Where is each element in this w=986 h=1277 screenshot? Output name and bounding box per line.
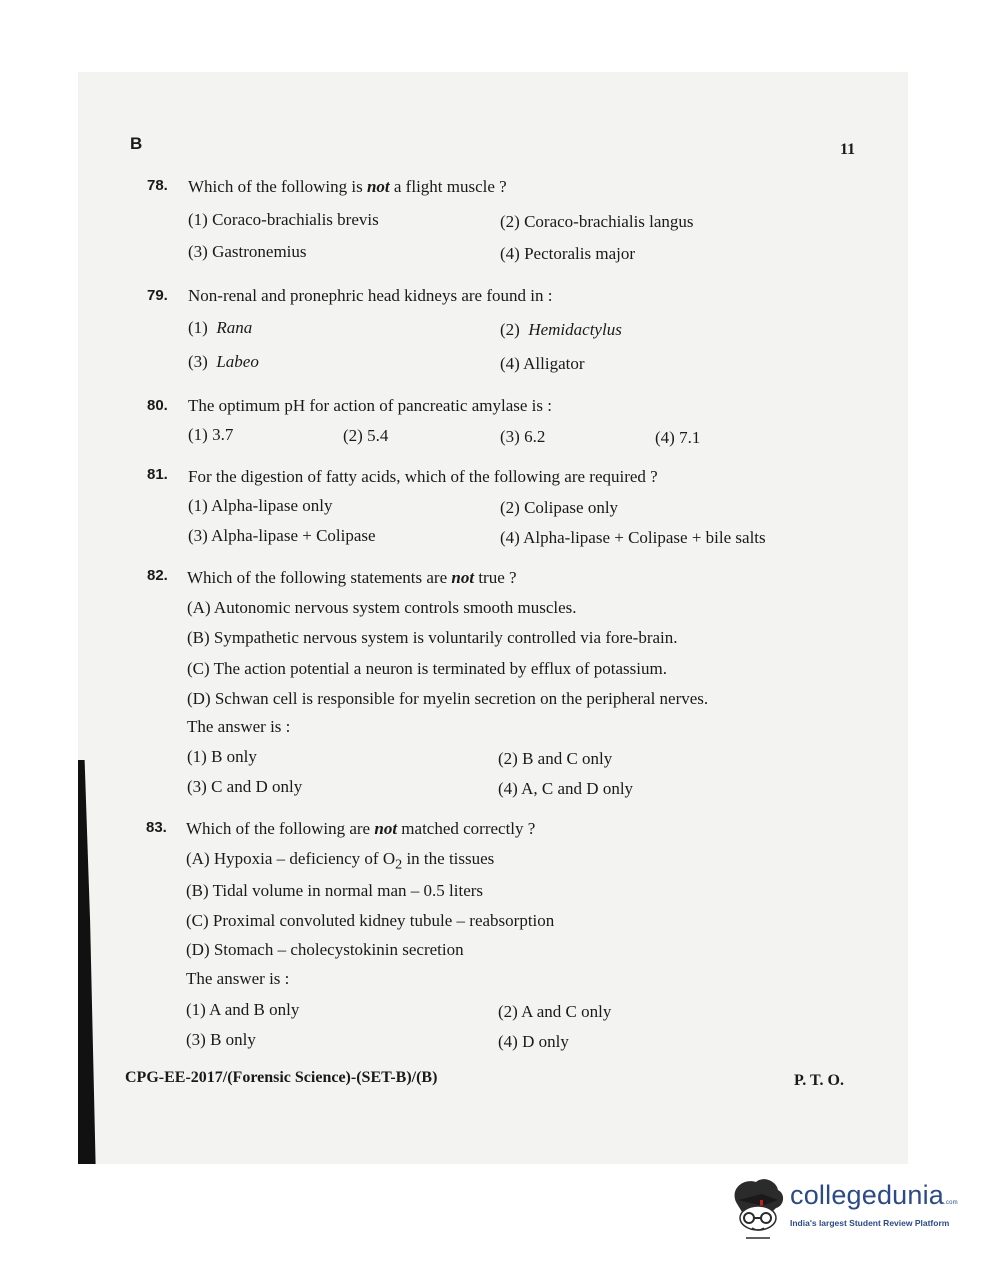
question-number-78: 78. <box>147 177 168 194</box>
q83-statement-a: (A) Hypoxia – deficiency of $O_2$ in the tissues <box>186 849 495 873</box>
q78-option-2: (2) Coraco-brachialis langus <box>500 212 694 231</box>
set-letter: B <box>130 134 143 153</box>
q78-option-3: (3) Gastronemius <box>188 242 307 261</box>
q79-option-3: (3) Labeo <box>188 352 259 371</box>
question-82-text: Which of the following statements are not true ? <box>187 568 517 587</box>
q80-option-2: (2) 5.4 <box>343 426 389 445</box>
page-number: 11 <box>840 141 856 158</box>
question-83-text: Which of the following are not matched correctly ? <box>186 819 536 838</box>
q82-answer-label: The answer is : <box>187 717 291 736</box>
q79-option-4: (4) Alligator <box>500 354 585 373</box>
q81-option-4: (4) Alpha-lipase + Colipase + bile salts <box>500 528 766 547</box>
q82-statement-b: (B) Sympathetic nervous system is voluntarily controlled via fore-brain. <box>187 628 678 647</box>
logo-tagline: India's largest Student Review Platform <box>790 1218 950 1228</box>
q80-option-4: (4) 7.1 <box>655 428 701 447</box>
question-number-80: 80. <box>147 397 168 414</box>
q83-option-2: (2) A and C only <box>498 1002 612 1021</box>
question-number-82: 82. <box>147 567 168 584</box>
q83-option-3: (3) B only <box>186 1030 256 1049</box>
question-81-text: For the digestion of fatty acids, which of the following are required ? <box>188 467 658 486</box>
q78-option-1: (1) Coraco-brachialis brevis <box>188 210 379 229</box>
q82-option-3: (3) C and D only <box>187 777 303 796</box>
q83-statement-c: (C) Proximal convoluted kidney tubule – reabsorption <box>186 911 555 930</box>
q82-statement-a: (A) Autonomic nervous system controls smooth muscles. <box>187 598 577 617</box>
q79-option-2: (2) Hemidactylus <box>500 320 622 339</box>
q83-option-1: (1) A and B only <box>186 1000 300 1019</box>
q80-option-3: (3) 6.2 <box>500 427 546 446</box>
q82-option-1: (1) B only <box>187 747 257 766</box>
question-78-text: Which of the following is not a flight muscle ? <box>188 177 507 196</box>
mascot-icon <box>728 1176 788 1242</box>
q83-option-4: (4) D only <box>498 1032 569 1051</box>
pto-label: P. T. O. <box>794 1072 844 1089</box>
exam-code: CPG-EE-2017/(Forensic Science)-(SET-B)/(B) <box>125 1069 438 1086</box>
q81-option-3: (3) Alpha-lipase + Colipase <box>188 526 376 545</box>
question-number-83: 83. <box>146 819 167 836</box>
question-number-79: 79. <box>147 287 168 304</box>
q83-answer-label: The answer is : <box>186 969 290 988</box>
q80-option-1: (1) 3.7 <box>188 425 234 444</box>
q78-option-4: (4) Pectoralis major <box>500 244 636 263</box>
q82-option-4: (4) A, C and D only <box>498 779 634 798</box>
q83-statement-b: (B) Tidal volume in normal man – 0.5 liters <box>186 881 484 900</box>
q81-option-2: (2) Colipase only <box>500 498 619 517</box>
q82-statement-c: (C) The action potential a neuron is terminated by efflux of potassium. <box>187 659 667 678</box>
q82-statement-d: (D) Schwan cell is responsible for myelin secretion on the peripheral nerves. <box>187 689 709 708</box>
logo-wordmark: collegedunia.com <box>790 1180 958 1210</box>
q83-statement-d: (D) Stomach – cholecystokinin secretion <box>186 940 464 959</box>
collegedunia-logo <box>728 1176 958 1246</box>
question-80-text: The optimum pH for action of pancreatic amylase is : <box>188 396 552 415</box>
q81-option-1: (1) Alpha-lipase only <box>188 496 333 515</box>
q82-option-2: (2) B and C only <box>498 749 613 768</box>
question-number-81: 81. <box>147 466 168 483</box>
q79-option-1: (1) Rana <box>188 318 253 337</box>
question-79-text: Non-renal and pronephric head kidneys are found in : <box>188 286 553 305</box>
